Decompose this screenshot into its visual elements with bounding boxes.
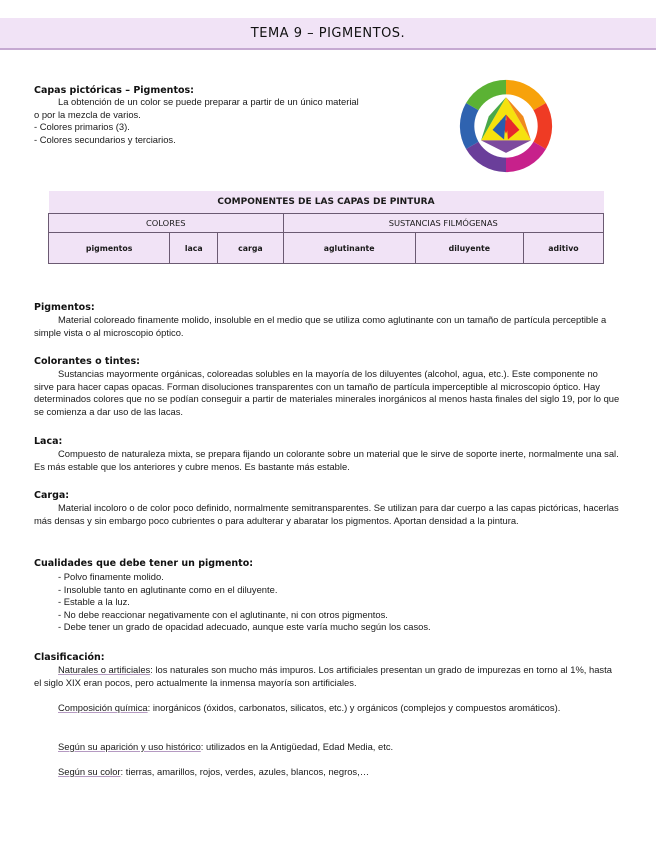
clasificacion-label-3: Según su aparición y uso histórico [58, 741, 201, 752]
table-cell: aditivo [523, 233, 603, 264]
section-heading-cualidades: Cualidades que debe tener un pigmento: [34, 558, 254, 569]
table-cell: carga [218, 233, 283, 264]
intro-heading: Capas pictóricas – Pigmentos: [34, 85, 194, 96]
list-item: - Estable a la luz. [58, 596, 130, 608]
intro-line-2: o por la mezcla de varios. [34, 108, 141, 120]
color-wheel-icon [458, 78, 554, 174]
table-cell: diluyente [415, 233, 523, 264]
cualidades-list [58, 571, 431, 634]
clasificacion-para-2 [34, 702, 620, 715]
clasificacion-para-4 [34, 766, 620, 779]
section-heading-clasificacion: Clasificación: [34, 652, 105, 663]
table-caption-row [49, 191, 604, 214]
section-text-pigmentos: Material coloreado finamente molido, insoluble en el medio que se utiliza como aglutinante con un tamaño de partícula perceptible a simple vista o al microscopio óptico. [34, 314, 607, 338]
section-heading-colorantes: Colorantes o tintes: [34, 356, 140, 367]
table-caption: COMPONENTES DE LAS CAPAS DE PINTURA [49, 191, 604, 214]
section-text-carga: Material incoloro o de color poco definido, normalmente semitransparentes. Se utilizan para dar cuerpo a las capas pictóricas, hacerlas más densas y sin embargo poco cubrientes o para adulterar y abaratar los pigmentos. Aportan densidad a la pintura. [34, 502, 619, 526]
table-group-colores: COLORES [49, 214, 284, 233]
table-cell: aglutinante [283, 233, 415, 264]
clasificacion-label-4: Según su color [58, 766, 121, 777]
intro-line-4: - Colores secundarios y terciarios. [34, 133, 176, 145]
clasificacion-text-2: : inorgánicos (óxidos, carbonatos, silicatos, etc.) y orgánicos (complejos y compuestos aromáticos). [147, 702, 561, 713]
intro-line-3: - Colores primarios (3). [34, 121, 130, 133]
section-heading-carga: Carga: [34, 490, 70, 501]
clasificacion-text-4: : tierras, amarillos, rojos, verdes, azules, blancos, negros,… [120, 766, 370, 777]
list-item: - No debe reaccionar negativamente con el aglutinante, ni con otros pigmentos. [58, 608, 388, 620]
table-group-row [49, 214, 604, 233]
list-item: - Insoluble tanto en aglutinante como en el diluyente. [58, 583, 278, 595]
section-heading-pigmentos: Pigmentos: [34, 302, 95, 313]
intro-line-1: La obtención de un color se puede preparar a partir de un único material [58, 96, 359, 107]
clasificacion-para-3 [34, 741, 620, 754]
page-title: TEMA 9 – PIGMENTOS. [250, 25, 406, 41]
list-item: - Polvo finamente molido. [58, 571, 164, 582]
table-cell: laca [170, 233, 218, 264]
table-group-sustancias: SUSTANCIAS FILMÓGENAS [283, 214, 604, 233]
table-items-row [49, 233, 604, 264]
clasificacion-label-1: Naturales o artificiales [58, 664, 151, 675]
section-text-laca: Compuesto de naturaleza mixta, se prepara fijando un colorante sobre un material que le sirve de soporte inerte, normalmente una sal. Es más estable que los anteriores y cubre menos. Es bastante más estable. [34, 448, 619, 472]
clasificacion-text-3: : utilizados en la Antigüedad, Edad Media, etc. [200, 741, 394, 752]
list-item: - Debe tener un grado de opacidad adecuado, aunque este varía mucho según los casos. [58, 621, 431, 633]
clasificacion-text-1: : los naturales son mucho más impuros. Los artificiales presentan un grado de impurezas en torno al 1%, hasta el siglo XIX eran pocos, pero actualmente la inmensa mayoría son artificiales. [34, 664, 612, 688]
intro-text [34, 96, 434, 146]
section-text-colorantes: Sustancias mayormente orgánicas, coloreadas solubles en la mayoría de los diluyentes (alcohol, agua, etc.). Este componente no sirve para hacer capas opacas. Forman disoluciones transparentes con un tamaño de partícula imperceptible al microscopio óptico. Hay determinados colores que no se podían conseguir a partir de materiales minerales inorgánicos al menos hasta finales del siglo 19, por lo que se comienza a dar uso de las lacas. [34, 368, 620, 417]
section-heading-laca: Laca: [34, 436, 63, 447]
components-table [48, 191, 604, 264]
clasificacion-para-1 [34, 664, 620, 689]
table-cell: pigmentos [49, 233, 170, 264]
title-bar [0, 18, 656, 50]
clasificacion-label-2: Composición química [58, 702, 148, 713]
